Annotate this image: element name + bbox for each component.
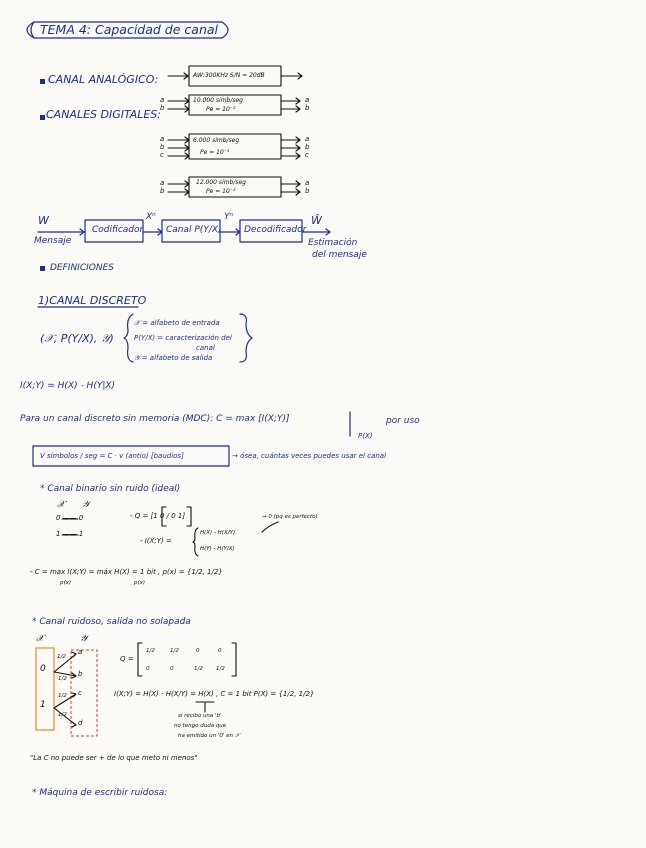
bullet-digital	[40, 115, 45, 120]
binario-mi-label: - I(X;Y) =	[140, 537, 172, 545]
ch2-out-b: b	[305, 143, 310, 151]
ch3-rate: 12.000 símb/seg	[196, 179, 246, 186]
ruidoso-output-d: d	[78, 719, 83, 727]
ch3-in-a: a	[160, 179, 165, 187]
ruidoso-output-a: a	[78, 648, 83, 656]
bullet-analog	[40, 79, 45, 84]
digital-channels-label: CANALES DIGITALES:	[46, 108, 162, 121]
def-canal: canal	[196, 344, 215, 352]
analog-channel-label: CANAL ANALÓGICO:	[48, 73, 159, 86]
ch1-pe: Pe = 10⁻²	[206, 106, 236, 113]
capacity-text: Para un canal discreto sin memoria (MDC): C = max [I(X;Y)]	[20, 414, 290, 424]
analog-channel-params: AW:300KHz S/N = 20dB	[193, 72, 265, 79]
q-r1-c3: 0	[196, 648, 200, 654]
binario-mi-top: H(X) - H(X/Y)	[200, 530, 236, 536]
ruidoso-note3: ha emitido un '0' en 𝒳	[178, 733, 240, 739]
noisy-channel-graph	[36, 648, 97, 736]
definiciones-heading: DEFINICIONES	[50, 263, 114, 273]
canal-discreto-heading: 1)CANAL DISCRETO	[38, 294, 147, 307]
q-r1-c2: 1/2	[170, 648, 179, 654]
chain-del-mensaje: del mensaje	[312, 250, 367, 260]
ch2-in-a: a	[160, 135, 165, 143]
chain-estimacion: Estimación	[308, 238, 358, 248]
page-title: TEMA 4: Capacidad de canal	[40, 22, 218, 37]
chain-xn: Xⁿ	[146, 212, 156, 222]
q-r1-c1: 1/2	[146, 648, 155, 654]
ruidoso-note2: no tengo duda que	[174, 723, 227, 729]
ch2-rate: 6.000 símb/seg	[193, 137, 240, 144]
q-r2-c4: 1/2	[216, 666, 225, 672]
ch3-out-b: b	[305, 187, 310, 195]
ruidoso-output-b: b	[78, 670, 83, 678]
capacity-per-use: por uso	[386, 416, 420, 426]
ruidoso-prob-0: 1/2	[57, 654, 66, 660]
binario-row1: 1 —— 1	[56, 530, 84, 538]
chain-yn: Yⁿ	[224, 212, 234, 222]
chain-codificador: Codificador	[92, 225, 144, 235]
ruidoso-matrix-q: Q =	[120, 655, 134, 663]
ruidoso-heading: * Canal ruidoso, salida no solapada	[32, 617, 191, 627]
binario-x: 𝒳	[57, 500, 65, 510]
ch1-in-b: b	[160, 104, 165, 112]
ch1-in-a: a	[160, 96, 165, 104]
def-caracterizacion: P(Y/X) = caracterización del	[134, 334, 232, 342]
ch1-rate: 10.000 símb/seg	[193, 97, 243, 104]
symbol-rate-note: → ósea, cuántas veces puedes usar el canal	[232, 452, 387, 460]
ch2-pe: Pe = 10⁻³	[200, 149, 230, 156]
quote: "La C no puede ser + de lo que meto ni menos"	[30, 754, 198, 762]
ruidoso-input-1: 1	[40, 700, 46, 710]
ruidoso-x: 𝒳	[36, 634, 44, 644]
q-r1-c4: 0	[218, 648, 222, 654]
bullet-definiciones	[40, 266, 45, 271]
def-alfabeto-entrada: 𝒳 = alfabeto de entrada	[134, 319, 220, 327]
mutual-information: I(X;Y) = H(X) - H(Y|X)	[20, 381, 116, 391]
ch1-out-b: b	[305, 104, 310, 112]
chain-decodificador: Decodificador	[244, 225, 307, 235]
binario-note: → 0 (pq es perfecto)	[262, 514, 318, 520]
ruidoso-prob-1: 1/2	[58, 676, 67, 682]
binario-cap-sub2: p(x)	[134, 580, 146, 586]
symbol-rate-formula: V símbolos / seg = C · v (antio) [baudios]	[40, 452, 184, 460]
binario-matrix: - Q = [1 0 / 0 1]	[130, 512, 186, 520]
ch3-pe: Pe = 10⁻²	[206, 188, 236, 195]
q-r2-c1: 0	[146, 666, 150, 672]
binario-mi-bottom: H(Y) - H(Y/X)	[200, 546, 235, 552]
chain-canal: Canal P(Y/X)	[166, 225, 222, 235]
binario-cap-sub1: p(x)	[60, 580, 72, 586]
ch3-out-a: a	[305, 179, 310, 187]
ruidoso-prob-3: 1/2	[58, 712, 67, 718]
def-alfabeto-salida: 𝒴 = alfabeto de salida	[134, 354, 213, 362]
ruidoso-prob-2: 1/2	[58, 693, 67, 699]
ruidoso-input-0: 0	[40, 664, 46, 674]
ruidoso-note1: si recibo una 'b'	[178, 713, 222, 719]
binario-y: 𝒴	[82, 500, 90, 510]
binario-capacity: - C = max I(X;Y) = máx H(X) = 1 bit , p(x) = {1/2, 1/2}	[30, 568, 223, 576]
ch2-in-c: c	[160, 151, 164, 159]
ruidoso-output-c: c	[78, 689, 82, 697]
capacity-sub: P(X)	[358, 432, 373, 440]
chain-w: W	[38, 214, 49, 227]
definitions-brace	[240, 314, 252, 362]
q-r2-c2: 0	[170, 666, 174, 672]
ch3-in-b: b	[160, 187, 165, 195]
q-r2-c3: 1/2	[194, 666, 203, 672]
binario-row0: 0 —— 0	[56, 514, 84, 522]
canal-discreto-triple: (𝒳, P(Y/X), 𝒴)	[40, 332, 114, 345]
ch2-out-a: a	[305, 135, 310, 143]
ruidoso-y: 𝒴	[80, 634, 88, 644]
ruidoso-formula: I(X;Y) = H(X) - H(X/Y) = H(X) , C = 1 bit P(X) = {1/2, 1/2}	[114, 690, 315, 698]
ch2-in-b: b	[160, 143, 165, 151]
binario-heading: * Canal binario sin ruido (ideal)	[40, 484, 181, 494]
maquina-heading: * Máquina de escribir ruidosa:	[32, 788, 168, 798]
ch1-out-a: a	[305, 96, 310, 104]
chain-mensaje: Mensaje	[34, 236, 72, 246]
ch2-out-c: c	[305, 151, 309, 159]
chain-w-hat: Ŵ	[311, 214, 322, 227]
